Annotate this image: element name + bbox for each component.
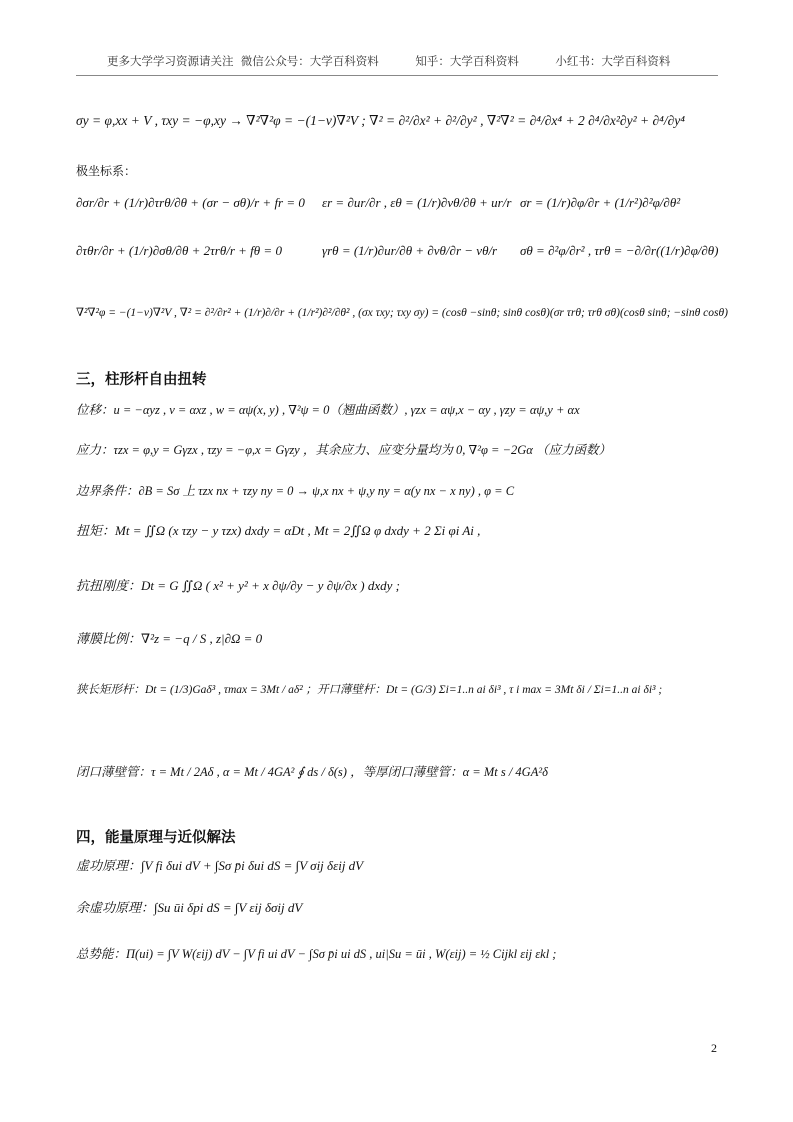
header-divider: [76, 75, 718, 76]
polar-stress-r: σr = (1/r)∂φ/∂r + (1/r²)∂²φ/∂θ²: [520, 195, 681, 210]
page-number: 2: [711, 1041, 717, 1055]
polar-equilibrium-r: ∂σr/∂r + (1/r)∂τrθ/∂θ + (σr − σθ)/r + fr = 0: [76, 195, 305, 210]
page-header: 更多大学学习资源请关注 微信公众号：大学百科资料 知乎：大学百科资料 小红书：大学百科资料: [107, 54, 671, 68]
polar-strain-r: εr = ∂ur/∂r , εθ = (1/r)∂vθ/∂θ + ur/r: [322, 195, 512, 210]
complementary-virtual-work: 余虚功原理：∫Su ūi δpi dS = ∫V εij δσij dV: [76, 900, 303, 915]
polar-coordinates-label: 极坐标系：: [76, 164, 137, 178]
torsion-stress: 应力：τzx = φ,y = Gγzx , τzy = −φ,x = Gγzy ，其余应力、应变分量均为 0, ∇²φ = −2Gα （应力函数）: [76, 443, 611, 457]
polar-equilibrium-theta: ∂τθr/∂r + (1/r)∂σθ/∂θ + 2τrθ/r + fθ = 0: [76, 243, 282, 258]
virtual-work-principle: 虚功原理：∫V fi δui dV + ∫Sσ p̄i δui dS = ∫V σij δεij dV: [76, 858, 364, 873]
torsion-boundary-condition: 边界条件：∂B = Sσ 上 τzx nx + τzy ny = 0 → ψ,x nx + ψ,y ny = α(y nx − x ny) , φ = C: [76, 484, 515, 498]
torsion-moment: 扭矩：Mt = ∬Ω (x τzy − y τzx) dxdy = αDt , Mt = 2∬Ω φ dxdy + 2 Σi φi Ai ,: [76, 523, 481, 538]
thin-rectangle-and-open-section: 狭长矩形杆：Dt = (1/3)Gaδ³ , τmax = 3Mt / aδ² ；开口薄壁杆：Dt = (G/3) Σi=1..n ai δi³ , τ i max = 3Mt δi / Σi=1..n ai δi³ ;: [76, 684, 663, 696]
polar-stress-theta: σθ = ∂²φ/∂r² , τrθ = −∂/∂r((1/r)∂φ/∂θ): [520, 243, 719, 258]
polar-compatibility-transform: ∇²∇²φ = −(1−ν)∇²V , ∇² = ∂²/∂r² + (1/r)∂/∂r + (1/r²)∂²/∂θ² , (σx τxy; τxy σy) = (cosθ −sinθ; sinθ cosθ)(σr τrθ; τrθ σθ)(cosθ sinθ; −sinθ cosθ): [76, 307, 728, 319]
torsional-rigidity: 抗扭刚度：Dt = G ∬Ω ( x² + y² + x ∂ψ/∂y − y ∂ψ/∂x ) dxdy ;: [76, 578, 400, 593]
closed-thin-wall-tube: 闭口薄壁管：τ = Mt / 2Aδ , α = Mt / 4GA² ∮ ds / δ(s) ，等厚闭口薄壁管：α = Mt s / 4GA²δ: [76, 765, 548, 779]
stress-function-equation: σy = φ,xx + V , τxy = −φ,xy → ∇²∇²φ = −(1−ν)∇²V ; ∇² = ∂²/∂x² + ∂²/∂y² , ∇²∇² = ∂⁴/∂x⁴ + 2 ∂⁴/∂x²∂y² + ∂⁴/∂y⁴: [76, 113, 685, 128]
polar-strain-shear: γrθ = (1/r)∂ur/∂θ + ∂vθ/∂r − vθ/r: [322, 243, 498, 258]
membrane-analogy: 薄膜比例：∇²z = −q / S , z|∂Ω = 0: [76, 631, 263, 646]
section-4-heading: 四，能量原理与近似解法: [76, 830, 236, 846]
section-3-heading: 三，柱形杆自由扭转: [76, 372, 207, 388]
torsion-displacement: 位移：u = −αyz , v = αxz , w = αψ(x, y) , ∇²ψ = 0（翘曲函数）, γzx = αψ,x − αy , γzy = αψ,y + αx: [76, 403, 580, 417]
total-potential-energy: 总势能：Π(ui) = ∫V W(εij) dV − ∫V fi ui dV − ∫Sσ p̄i ui dS , ui|Su = ūi , W(εij) = ½ Cijkl εij εkl ;: [76, 947, 557, 961]
